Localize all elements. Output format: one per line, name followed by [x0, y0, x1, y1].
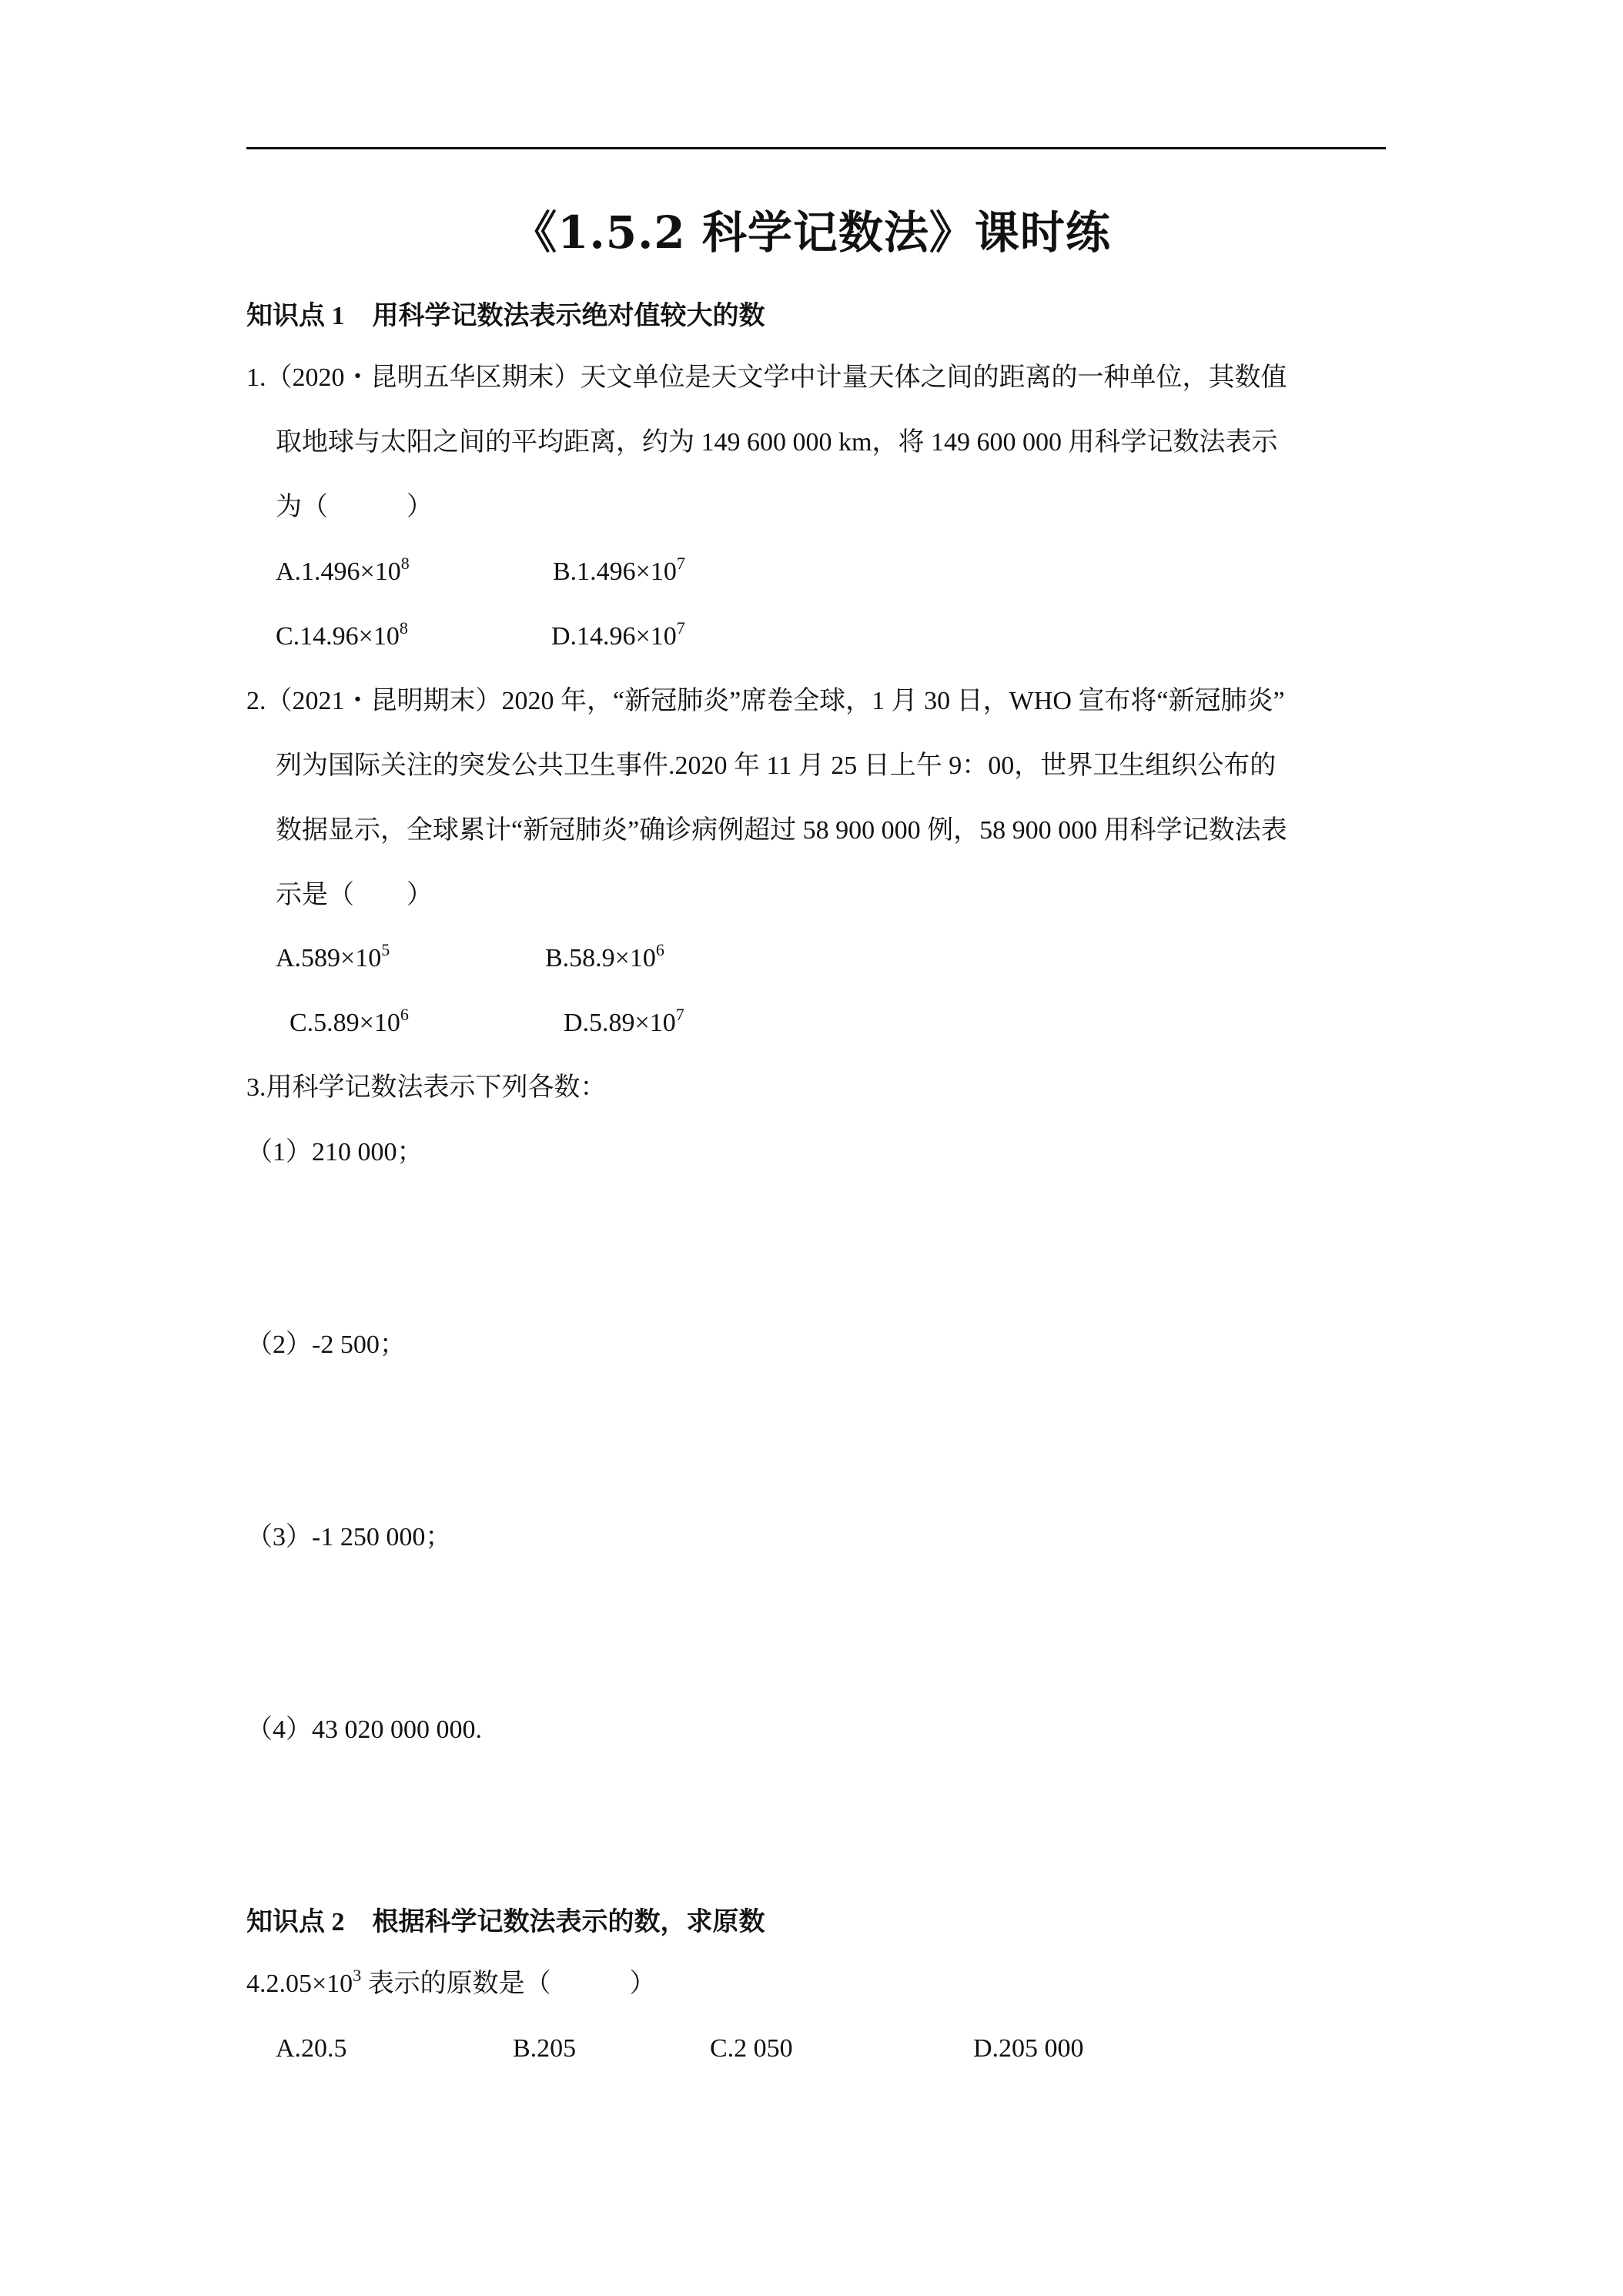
- q1-option-b: $B.1.496\times 10^7$: [553, 554, 685, 586]
- q2-line-2: 列为国际关注的突发公共卫生事件.2020 年 11 月 25 日上午 9：00，世界卫生组织公布的: [276, 751, 1277, 780]
- section-1-text: 用科学记数法表示绝对值较大的数: [372, 302, 765, 330]
- q2-option-d: $D.5.89\times 10^7$: [564, 1005, 684, 1037]
- q4-option-a: A.20.5: [276, 2034, 347, 2063]
- q2-option-a: $A.589\times 10^5$: [276, 940, 390, 972]
- q3-part-1: （1）210 000；: [246, 1138, 423, 1166]
- q1-line-1: 1.（2020・昆明五华区期末）天文单位是天文学中计量天体之间的距离的一种单位，其数值: [246, 363, 1287, 392]
- q2-line-3: 数据显示，全球累计“新冠肺炎”确诊病例超过 58 900 000 例，58 900 000 用科学记数法表: [276, 816, 1287, 845]
- section-2-label: 知识点 2: [246, 1908, 345, 1936]
- section-heading-1: [246, 297, 765, 336]
- q3-part-2: （2）-2 500；: [246, 1330, 406, 1359]
- q2-option-c: $C.5.89\times 10^6$: [289, 1005, 409, 1037]
- q4-stem: $4.2.05\times 10^3$ 表示的原数是（ ）: [246, 1966, 656, 1998]
- q2-line-4: 示是（ ）: [276, 881, 433, 909]
- page-title: 《1.5.2 科学记数法》课时练: [512, 206, 1111, 259]
- section-1-label: 知识点 1: [246, 302, 345, 330]
- q3-part-3: （3）-1 250 000；: [246, 1523, 452, 1551]
- section-2-text: 根据科学记数法表示的数，求原数: [372, 1908, 765, 1936]
- q1-option-c: $C.14.96\times 10^8$: [276, 618, 408, 651]
- q2-option-b: $B.58.9\times 10^6$: [545, 940, 664, 972]
- q1-line-2: 取地球与太阳之间的平均距离，约为 149 600 000 km，将 149 600 000 用科学记数法表示: [276, 428, 1278, 457]
- q3-part-4: （4）43 020 000 000.: [246, 1715, 482, 1744]
- section-heading-2: [246, 1903, 765, 1942]
- q1-option-d: $D.14.96\times 10^7$: [551, 618, 685, 651]
- q4-option-c: C.2 050: [710, 2034, 793, 2063]
- q1-line-3: 为（ ）: [276, 493, 433, 521]
- header-rule: [246, 147, 1386, 149]
- q1-option-a: $A.1.496\times 10^8$: [276, 554, 410, 586]
- q3-stem: 3.用科学记数法表示下列各数：: [246, 1073, 607, 1102]
- q2-line-1: 2.（2021・昆明期末）2020 年，“新冠肺炎”席卷全球，1 月 30 日，WHO 宣布将“新冠肺炎”: [246, 687, 1285, 715]
- q4-option-d: D.205 000: [973, 2034, 1084, 2063]
- q4-option-b: B.205: [513, 2034, 577, 2063]
